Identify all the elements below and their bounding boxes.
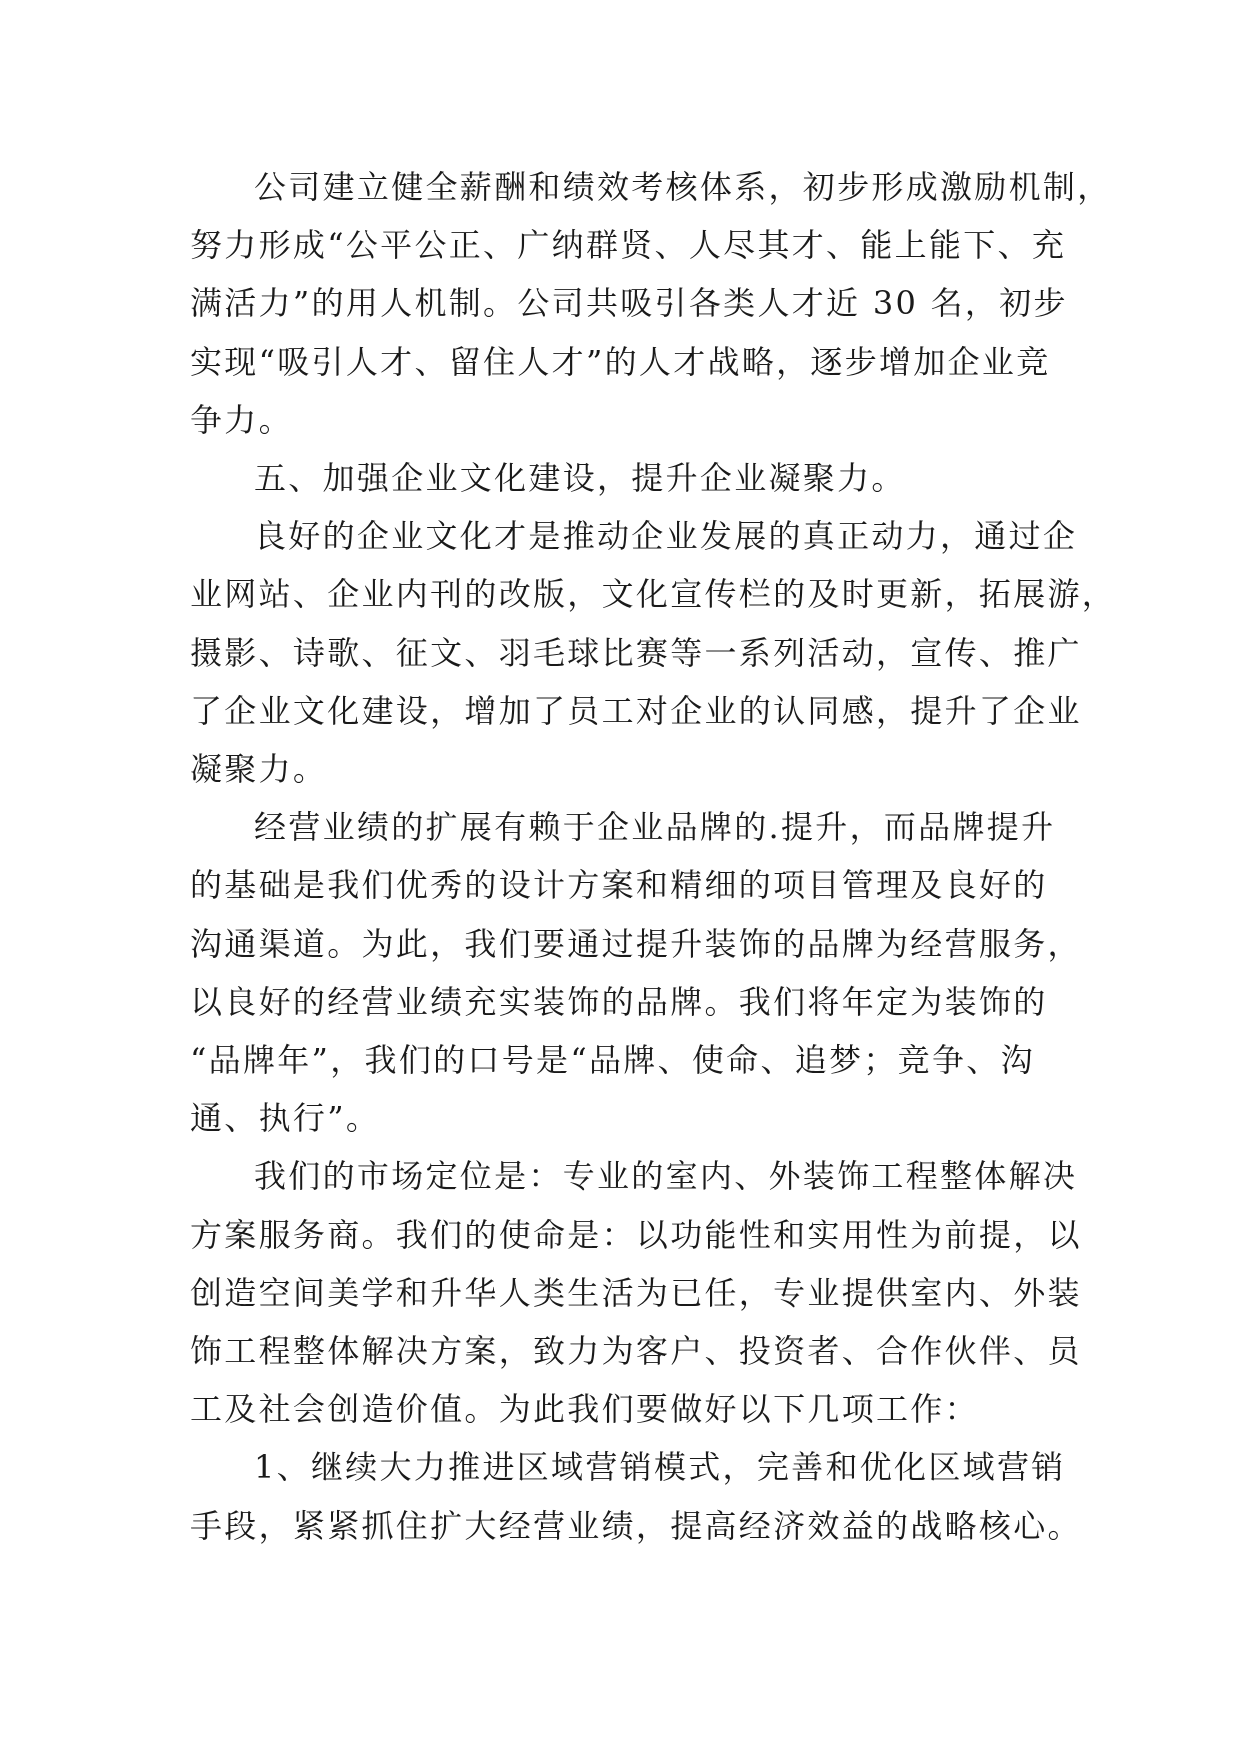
text-line: 创造空间美学和升华人类生活为已任，专业提供室内、外装	[190, 1273, 1082, 1312]
document-body	[190, 158, 1117, 1555]
text-line: 了企业文化建设，增加了员工对企业的认同感，提升了企业	[190, 691, 1082, 730]
text-line: 饰工程整体解决方案，致力为客户、投资者、合作伙伴、员	[190, 1332, 1082, 1371]
text-line: 的基础是我们优秀的设计方案和精细的项目管理及良好的	[190, 866, 1048, 905]
text-line: 公司建立健全薪酬和绩效考核体系，初步形成激励机制，	[254, 168, 1112, 206]
text-line: 凝聚力。	[190, 750, 328, 789]
text-line: 实现“吸引人才、留住人才”的人才战略，逐步增加企业竞	[190, 342, 1051, 381]
text-line: 方案服务商。我们的使命是：以功能性和实用性为前提，以	[190, 1215, 1082, 1254]
text-line: 工及社会创造价值。为此我们要做好以下几项工作：	[190, 1390, 979, 1429]
paragraph-brand	[190, 798, 1082, 1147]
text-line: 我们的市场定位是：专业的室内、外装饰工程整体解决	[254, 1157, 1078, 1196]
text-line: 摄影、诗歌、征文、羽毛球比赛等一系列活动，宣传、推广	[190, 633, 1082, 672]
text-line: 努力形成“公平公正、广纳群贤、人尽其才、能上能下、充	[190, 226, 1067, 265]
paragraph-compensation	[190, 158, 1112, 449]
text-line: 1、继续大力推进区域营销模式，完善和优化区域营销	[254, 1448, 1066, 1487]
heading-line: 五、加强企业文化建设，提升企业凝聚力。	[254, 459, 906, 498]
text-line: 争力。	[190, 400, 293, 439]
text-line: 手段，紧紧抓住扩大经营业绩，提高经济效益的战略核心。	[190, 1506, 1082, 1545]
text-line: 满活力”的用人机制。公司共吸引各类人才近 30 名，初步	[190, 284, 1068, 323]
text-line: 业网站、企业内刊的改版，文化宣传栏的及时更新，拓展游，	[190, 575, 1117, 614]
text-line: 经营业绩的扩展有赖于企业品牌的.提升，而品牌提升	[254, 808, 1056, 847]
text-line: 以良好的经营业绩充实装饰的品牌。我们将年定为装饰的	[190, 982, 1048, 1021]
text-line: 良好的企业文化才是推动企业发展的真正动力，通过企	[254, 517, 1078, 556]
text-line: 通、执行”。	[190, 1099, 381, 1138]
paragraph-market-positioning	[190, 1147, 1082, 1438]
paragraph-culture	[190, 507, 1117, 798]
section-heading-culture	[190, 449, 1050, 507]
text-line: 沟通渠道。为此，我们要通过提升装饰的品牌为经营服务，	[190, 924, 1082, 963]
text-line: “品牌年”，我们的口号是“品牌、使命、追梦；竞争、沟	[190, 1041, 1035, 1080]
paragraph-item-1	[190, 1438, 1082, 1554]
